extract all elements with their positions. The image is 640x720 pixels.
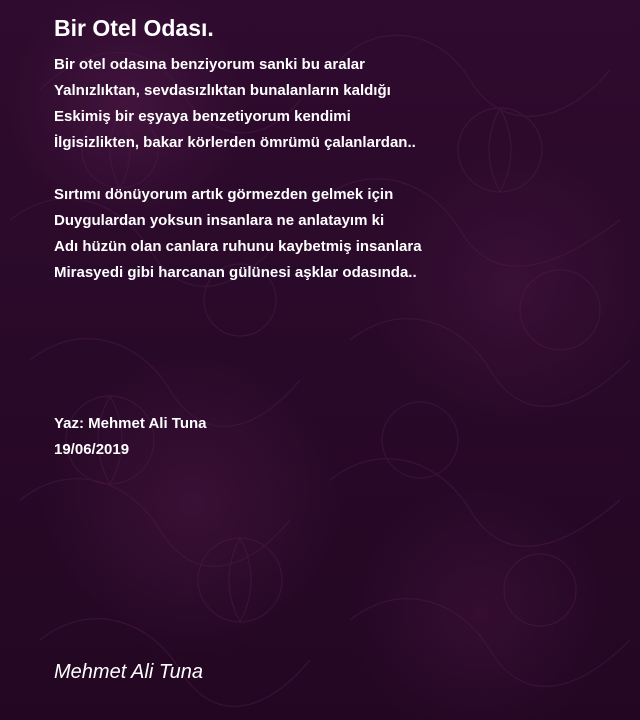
poem-date: 19/06/2019 <box>54 441 130 458</box>
poem-line: Mirasyedi gibi harcanan gülünesi aşklar odasında.. <box>54 264 417 281</box>
poem-line: Duygulardan yoksun insanlara ne anlatayım ki <box>54 212 385 229</box>
poem-line: İlgisizlikten, bakar körlerden ömrümü çalanlardan.. <box>54 134 416 151</box>
stanza-2 <box>54 182 620 286</box>
author-line: Yaz: Mehmet Ali Tuna <box>54 415 207 432</box>
poem-meta <box>54 411 207 463</box>
poem-line: Bir otel odasına benziyorum sanki bu aralar <box>54 56 365 73</box>
poem-container <box>54 12 620 286</box>
poem-line: Yalnızlıktan, sevdasızlıktan bunalanların kaldığı <box>54 82 391 99</box>
poem-line: Eskimiş bir eşyaya benzetiyorum kendimi <box>54 108 351 125</box>
poem-title: Bir Otel Odası. <box>54 15 214 41</box>
stanza-1 <box>54 52 620 156</box>
author-signature: Mehmet Ali Tuna <box>54 661 203 683</box>
poem-line: Sırtımı dönüyorum artık görmezden gelmek için <box>54 186 394 203</box>
poem-line: Adı hüzün olan canlara ruhunu kaybetmiş insanlara <box>54 238 422 255</box>
